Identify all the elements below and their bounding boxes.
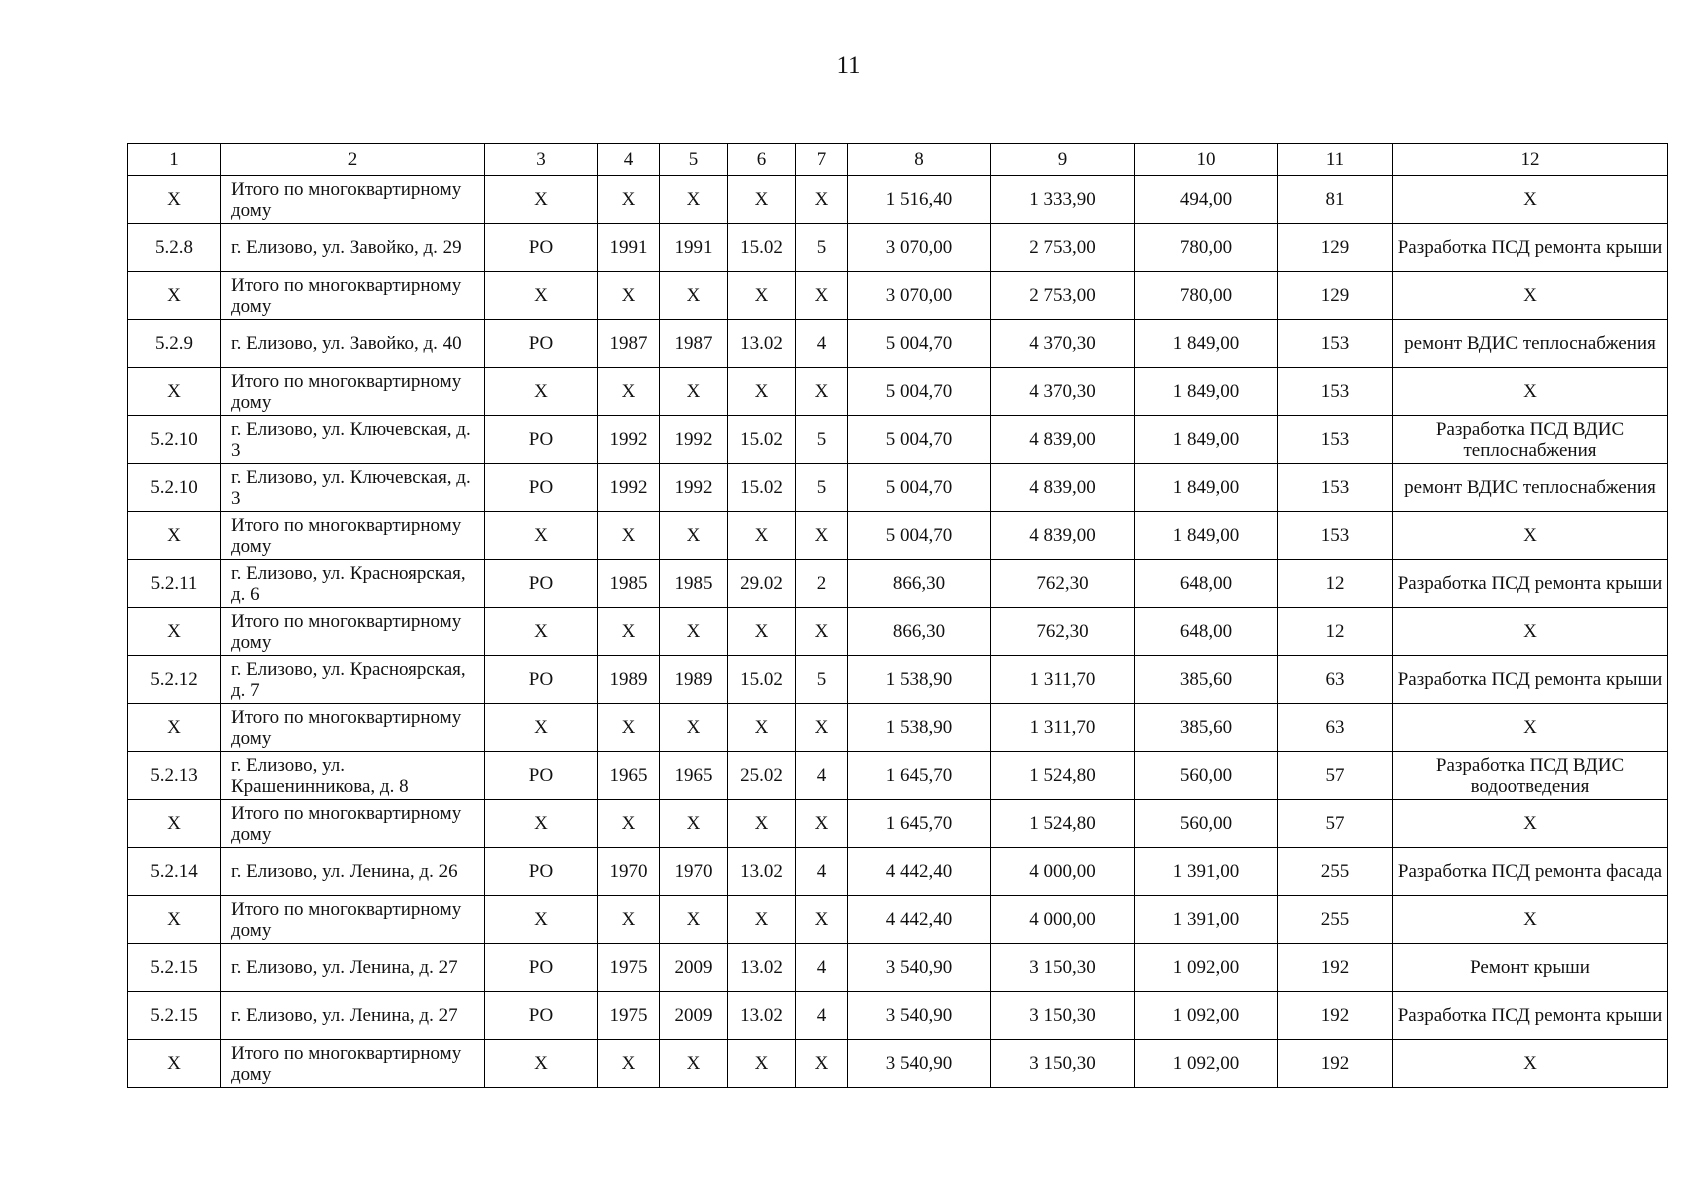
column-number-cell: 6 (728, 144, 796, 176)
table-cell: 4 839,00 (991, 464, 1135, 512)
table-cell: X (796, 176, 848, 224)
register-table (127, 143, 1668, 1088)
table-cell: X (128, 1040, 221, 1088)
table-cell: X (128, 368, 221, 416)
table-cell: 2 753,00 (991, 224, 1135, 272)
table-cell: X (660, 368, 728, 416)
table-cell: РО (485, 464, 598, 512)
table-cell: 780,00 (1135, 224, 1278, 272)
table-cell: 12 (1278, 608, 1393, 656)
address-cell: г. Елизово, ул. Ленина, д. 26 (221, 848, 485, 896)
work-type-cell: X (1393, 176, 1668, 224)
work-type-cell: Ремонт крыши (1393, 944, 1668, 992)
table-cell: РО (485, 320, 598, 368)
table-cell: X (728, 176, 796, 224)
work-type-cell: Разработка ПСД ремонта крыши (1393, 560, 1668, 608)
table-cell: 5.2.15 (128, 992, 221, 1040)
column-number-cell: 8 (848, 144, 991, 176)
table-row (128, 416, 1668, 464)
table-row (128, 320, 1668, 368)
column-number-cell: 9 (991, 144, 1135, 176)
table-cell: X (728, 512, 796, 560)
table-cell: X (598, 800, 660, 848)
table-cell: 762,30 (991, 608, 1135, 656)
table-cell: 1989 (660, 656, 728, 704)
address-cell: г. Елизово, ул. Крашенинникова, д. 8 (221, 752, 485, 800)
table-cell: 3 070,00 (848, 224, 991, 272)
work-type-cell: Разработка ПСД ремонта крыши (1393, 992, 1668, 1040)
work-type-cell: Разработка ПСД ВДИС водоотведения (1393, 752, 1668, 800)
table-cell: X (598, 608, 660, 656)
table-cell: 2 753,00 (991, 272, 1135, 320)
table-cell: 1989 (598, 656, 660, 704)
table-cell: 2009 (660, 992, 728, 1040)
work-type-cell: X (1393, 272, 1668, 320)
table-cell: РО (485, 416, 598, 464)
address-cell: г. Елизово, ул. Ленина, д. 27 (221, 992, 485, 1040)
table-cell: X (128, 704, 221, 752)
table-cell: X (598, 704, 660, 752)
table-cell: 4 839,00 (991, 512, 1135, 560)
table-cell: 25.02 (728, 752, 796, 800)
table-row (128, 944, 1668, 992)
table-cell: 129 (1278, 272, 1393, 320)
work-type-cell: Разработка ПСД ремонта крыши (1393, 656, 1668, 704)
table-cell: 153 (1278, 416, 1393, 464)
table-cell: РО (485, 992, 598, 1040)
table-cell: 1 333,90 (991, 176, 1135, 224)
table-cell: X (728, 896, 796, 944)
table-cell: X (660, 800, 728, 848)
table-row (128, 656, 1668, 704)
work-type-cell: X (1393, 368, 1668, 416)
table-row (128, 752, 1668, 800)
column-number-row (128, 144, 1668, 176)
table-cell: 3 150,30 (991, 1040, 1135, 1088)
table-cell: 63 (1278, 704, 1393, 752)
table-cell: 4 370,30 (991, 368, 1135, 416)
table-cell: 1 645,70 (848, 800, 991, 848)
column-number-cell: 11 (1278, 144, 1393, 176)
table-cell: X (796, 608, 848, 656)
table-cell: 1987 (598, 320, 660, 368)
column-number-cell: 10 (1135, 144, 1278, 176)
table-cell: X (796, 896, 848, 944)
address-cell: Итого по многоквартирному дому (221, 368, 485, 416)
page-number: 11 (836, 52, 861, 79)
table-cell: 153 (1278, 464, 1393, 512)
table-cell: РО (485, 752, 598, 800)
table-cell: 1 849,00 (1135, 464, 1278, 512)
subtotal-row (128, 704, 1668, 752)
table-cell: 1 524,80 (991, 800, 1135, 848)
table-cell: 4 000,00 (991, 848, 1135, 896)
table-cell: 153 (1278, 320, 1393, 368)
subtotal-row (128, 272, 1668, 320)
address-cell: г. Елизово, ул. Ключевская, д. 3 (221, 464, 485, 512)
table-cell: 2009 (660, 944, 728, 992)
table-cell: 1975 (598, 992, 660, 1040)
column-number-cell: 3 (485, 144, 598, 176)
table-cell: 3 540,90 (848, 992, 991, 1040)
table-cell: 1 516,40 (848, 176, 991, 224)
table-cell: 129 (1278, 224, 1393, 272)
table-cell: X (485, 512, 598, 560)
table-cell: 192 (1278, 1040, 1393, 1088)
table-cell: 5 (796, 656, 848, 704)
table-cell: X (728, 608, 796, 656)
table-cell: X (598, 896, 660, 944)
subtotal-row (128, 800, 1668, 848)
table-cell: 5.2.14 (128, 848, 221, 896)
table-cell: 4 370,30 (991, 320, 1135, 368)
table-cell: 1991 (598, 224, 660, 272)
address-cell: Итого по многоквартирному дому (221, 704, 485, 752)
table-cell: 1 092,00 (1135, 992, 1278, 1040)
table-cell: X (485, 272, 598, 320)
table-row (128, 848, 1668, 896)
table-cell: 5.2.12 (128, 656, 221, 704)
table-cell: 15.02 (728, 464, 796, 512)
table-cell: X (598, 1040, 660, 1088)
table-cell: 13.02 (728, 848, 796, 896)
table-cell: 5 004,70 (848, 464, 991, 512)
table-cell: 57 (1278, 800, 1393, 848)
work-type-cell: X (1393, 608, 1668, 656)
table-cell: X (660, 512, 728, 560)
subtotal-row (128, 1040, 1668, 1088)
table-cell: X (128, 608, 221, 656)
table-cell: 1965 (660, 752, 728, 800)
table-cell: 762,30 (991, 560, 1135, 608)
table-cell: 1 849,00 (1135, 512, 1278, 560)
table-cell: X (660, 896, 728, 944)
table-cell: 1 092,00 (1135, 1040, 1278, 1088)
table-cell: 560,00 (1135, 800, 1278, 848)
table-row (128, 992, 1668, 1040)
table-cell: РО (485, 560, 598, 608)
table-cell: 5.2.10 (128, 416, 221, 464)
table-cell: 81 (1278, 176, 1393, 224)
table-cell: 4 442,40 (848, 848, 991, 896)
table-cell: 5.2.8 (128, 224, 221, 272)
table-cell: X (485, 1040, 598, 1088)
table-cell: 57 (1278, 752, 1393, 800)
table-cell: 1 391,00 (1135, 848, 1278, 896)
table-cell: 4 (796, 848, 848, 896)
table-row (128, 464, 1668, 512)
address-cell: г. Елизово, ул. Красноярская, д. 7 (221, 656, 485, 704)
table-cell: 5 (796, 416, 848, 464)
table-cell: X (660, 176, 728, 224)
table-cell: 494,00 (1135, 176, 1278, 224)
table-cell: 5 004,70 (848, 416, 991, 464)
table-cell: 866,30 (848, 560, 991, 608)
table-cell: РО (485, 224, 598, 272)
address-cell: Итого по многоквартирному дому (221, 512, 485, 560)
work-type-cell: X (1393, 704, 1668, 752)
table-cell: X (728, 800, 796, 848)
table-cell: 1991 (660, 224, 728, 272)
table-cell: 15.02 (728, 416, 796, 464)
work-type-cell: X (1393, 1040, 1668, 1088)
table-cell: 4 000,00 (991, 896, 1135, 944)
table-cell: 866,30 (848, 608, 991, 656)
table-cell: 13.02 (728, 944, 796, 992)
address-cell: Итого по многоквартирному дому (221, 896, 485, 944)
table-cell: X (598, 272, 660, 320)
table-cell: 1 538,90 (848, 704, 991, 752)
table-cell: 4 839,00 (991, 416, 1135, 464)
table-cell: 1 538,90 (848, 656, 991, 704)
table-cell: 5 004,70 (848, 368, 991, 416)
subtotal-row (128, 608, 1668, 656)
table-cell: 560,00 (1135, 752, 1278, 800)
work-type-cell: X (1393, 512, 1668, 560)
table-cell: 1992 (598, 416, 660, 464)
table-cell: X (598, 176, 660, 224)
address-cell: Итого по многоквартирному дому (221, 176, 485, 224)
table-cell: 13.02 (728, 992, 796, 1040)
table-cell: 5.2.9 (128, 320, 221, 368)
table-cell: 1 849,00 (1135, 416, 1278, 464)
table-cell: 192 (1278, 992, 1393, 1040)
table-cell: 1 645,70 (848, 752, 991, 800)
table-cell: X (485, 704, 598, 752)
table-cell: X (796, 1040, 848, 1088)
table-cell: 29.02 (728, 560, 796, 608)
table-cell: 648,00 (1135, 560, 1278, 608)
table-cell: X (485, 800, 598, 848)
table-cell: X (128, 512, 221, 560)
table-cell: 385,60 (1135, 656, 1278, 704)
table-cell: 153 (1278, 512, 1393, 560)
table-cell: 1985 (598, 560, 660, 608)
table-cell: 5 (796, 224, 848, 272)
address-cell: Итого по многоквартирному дому (221, 800, 485, 848)
column-number-cell: 4 (598, 144, 660, 176)
table-cell: X (128, 896, 221, 944)
table-cell: X (485, 608, 598, 656)
table-cell: X (485, 368, 598, 416)
work-type-cell: X (1393, 896, 1668, 944)
table-body (128, 144, 1668, 1088)
subtotal-row (128, 896, 1668, 944)
table-cell: 5.2.15 (128, 944, 221, 992)
address-cell: г. Елизово, ул. Красноярская, д. 6 (221, 560, 485, 608)
table-cell: 5.2.11 (128, 560, 221, 608)
table-cell: 1970 (660, 848, 728, 896)
table-cell: 13.02 (728, 320, 796, 368)
work-type-cell: ремонт ВДИС теплоснабжения (1393, 464, 1668, 512)
table-cell: X (796, 368, 848, 416)
table-cell: 192 (1278, 944, 1393, 992)
table-cell: X (728, 1040, 796, 1088)
table-cell: X (598, 368, 660, 416)
table-cell: 1987 (660, 320, 728, 368)
table-cell: X (128, 272, 221, 320)
table-cell: 1 092,00 (1135, 944, 1278, 992)
table-cell: 15.02 (728, 656, 796, 704)
table-cell: 1 311,70 (991, 704, 1135, 752)
table-cell: X (660, 608, 728, 656)
table-cell: РО (485, 944, 598, 992)
table-row (128, 560, 1668, 608)
table-cell: 3 150,30 (991, 944, 1135, 992)
table-cell: 5 004,70 (848, 512, 991, 560)
table-cell: X (796, 272, 848, 320)
table-cell: 4 (796, 992, 848, 1040)
table-cell: X (128, 176, 221, 224)
table-cell: X (485, 896, 598, 944)
address-cell: г. Елизово, ул. Завойко, д. 29 (221, 224, 485, 272)
table-cell: X (660, 704, 728, 752)
table-cell: 3 150,30 (991, 992, 1135, 1040)
table-cell: X (660, 1040, 728, 1088)
address-cell: Итого по многоквартирному дому (221, 272, 485, 320)
table-cell: X (728, 704, 796, 752)
address-cell: Итого по многоквартирному дому (221, 608, 485, 656)
table-cell: РО (485, 848, 598, 896)
table-cell: 255 (1278, 848, 1393, 896)
table-cell: 1975 (598, 944, 660, 992)
table-cell: 1992 (598, 464, 660, 512)
column-number-cell: 1 (128, 144, 221, 176)
table-cell: X (128, 800, 221, 848)
table-cell: 153 (1278, 368, 1393, 416)
table-cell: 1 849,00 (1135, 368, 1278, 416)
work-type-cell: Разработка ПСД ремонта фасада (1393, 848, 1668, 896)
table-cell: 63 (1278, 656, 1393, 704)
table-cell: 1985 (660, 560, 728, 608)
table-cell: 4 (796, 320, 848, 368)
table-cell: X (796, 512, 848, 560)
column-number-cell: 12 (1393, 144, 1668, 176)
subtotal-row (128, 512, 1668, 560)
address-cell: г. Елизово, ул. Ключевская, д. 3 (221, 416, 485, 464)
table-cell: 12 (1278, 560, 1393, 608)
address-cell: г. Елизово, ул. Завойко, д. 40 (221, 320, 485, 368)
table-row (128, 224, 1668, 272)
table-cell: X (796, 704, 848, 752)
table-cell: X (796, 800, 848, 848)
work-type-cell: X (1393, 800, 1668, 848)
table-cell: X (728, 368, 796, 416)
table-cell: 255 (1278, 896, 1393, 944)
address-cell: г. Елизово, ул. Ленина, д. 27 (221, 944, 485, 992)
table-cell: X (598, 512, 660, 560)
table-cell: 3 070,00 (848, 272, 991, 320)
table-cell: X (660, 272, 728, 320)
work-type-cell: Разработка ПСД ремонта крыши (1393, 224, 1668, 272)
table-cell: 1992 (660, 464, 728, 512)
table-cell: РО (485, 656, 598, 704)
table-cell: 780,00 (1135, 272, 1278, 320)
table-cell: 5 004,70 (848, 320, 991, 368)
table-cell: 4 (796, 944, 848, 992)
column-number-cell: 5 (660, 144, 728, 176)
table-cell: 1965 (598, 752, 660, 800)
table-cell: 5 (796, 464, 848, 512)
work-type-cell: Разработка ПСД ВДИС теплоснабжения (1393, 416, 1668, 464)
table-cell: 1 849,00 (1135, 320, 1278, 368)
table-cell: 1 311,70 (991, 656, 1135, 704)
table-cell: 15.02 (728, 224, 796, 272)
column-number-cell: 7 (796, 144, 848, 176)
table-cell: 5.2.10 (128, 464, 221, 512)
table-cell: 1 524,80 (991, 752, 1135, 800)
table-cell: 3 540,90 (848, 1040, 991, 1088)
table-cell: 4 442,40 (848, 896, 991, 944)
address-cell: Итого по многоквартирному дому (221, 1040, 485, 1088)
table-cell: 5.2.13 (128, 752, 221, 800)
table-cell: 3 540,90 (848, 944, 991, 992)
table-cell: 1992 (660, 416, 728, 464)
table-cell: 1 391,00 (1135, 896, 1278, 944)
table-cell: 2 (796, 560, 848, 608)
subtotal-row (128, 368, 1668, 416)
table-cell: 648,00 (1135, 608, 1278, 656)
table-cell: 1970 (598, 848, 660, 896)
column-number-cell: 2 (221, 144, 485, 176)
subtotal-row (128, 176, 1668, 224)
table-cell: X (485, 176, 598, 224)
table-cell: X (728, 272, 796, 320)
work-type-cell: ремонт ВДИС теплоснабжения (1393, 320, 1668, 368)
table-cell: 4 (796, 752, 848, 800)
table-cell: 385,60 (1135, 704, 1278, 752)
